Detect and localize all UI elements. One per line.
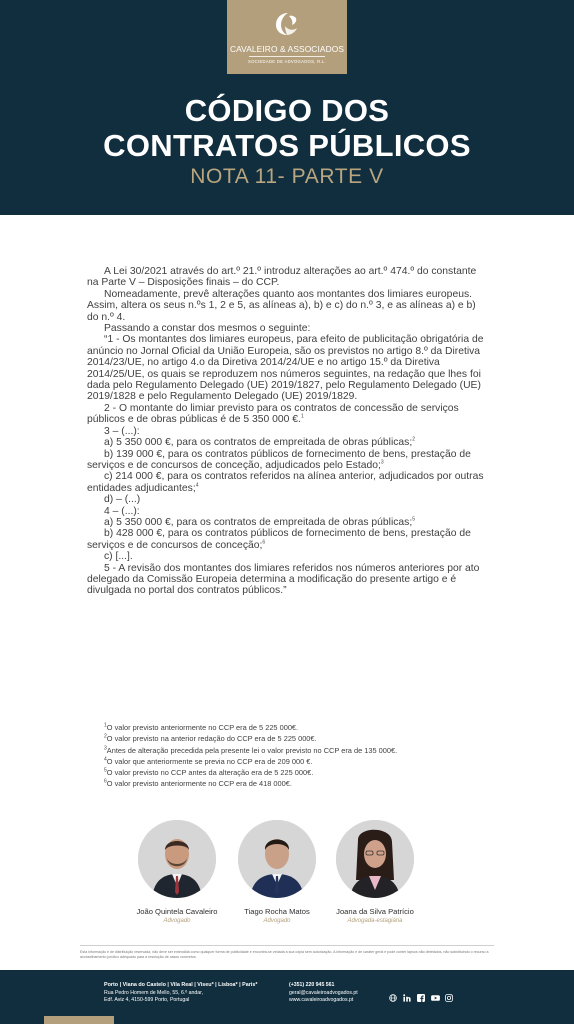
footnote-ref: 4 (195, 482, 199, 489)
paragraph: Passando a constar dos mesmos o seguinte: (104, 323, 311, 335)
footnote-number: 4 (104, 756, 107, 763)
footnotes (104, 722, 524, 790)
title-line-2: CONTRATOS PÚBLICOS (103, 128, 471, 163)
paragraph-text: c) 214 000 €, para os contratos referidos na alínea anterior, adjudicados por outras entidades adjudicantes; (87, 471, 484, 494)
logo-mark-icon (275, 12, 299, 36)
brand-logo[interactable] (227, 0, 347, 74)
person-photo-icon (336, 820, 414, 898)
article-body (87, 266, 487, 597)
footnote-number: 1 (104, 722, 107, 729)
footnote (104, 733, 524, 744)
facebook-icon[interactable] (417, 989, 425, 997)
footnote-number: 3 (104, 745, 107, 752)
paragraph: c) [...]. (104, 551, 133, 563)
footnote (104, 767, 524, 778)
phone-link[interactable]: (+351) 220 945 561 (289, 982, 335, 988)
footnote (104, 722, 524, 733)
footnote (104, 756, 524, 767)
paragraph: “1 - Os montantes dos limiares europeus, para efeito de publicitação obrigatória de anúncio no Jornal Oficial da União Europeia, são os previstos no artigo 8.º da Diretiva 2014/23/UE, no artigo 4.o da Diretiva 2014/24/UE e no artigo 15.º da Diretiva 2014/25/UE, os quais se reproduzem nos números seguintes, na redação que lhes foi dada pelo Regulamento Delegado (UE) 2019/1827, pelo Regulamento Delegado (UE) 2019/1828 e pelo Regulamento Delegado (UE) 2019/1829. (87, 334, 484, 403)
footnote-ref: 1 (300, 413, 304, 420)
paragraph: Nomeadamente, prevê alterações quanto aos montantes dos limiares europeus. Assim, altera os seus n.ºs 1, 2 e 5, as alíneas a), b) e c) do n.º 3, e as alíneas a) e b) do n.º 4. (87, 288, 476, 323)
footnote-number: 5 (104, 767, 107, 774)
page-title (0, 93, 574, 163)
paragraph (87, 528, 487, 551)
paragraph-text: a) 5 350 000 €, para os contratos de empreitada de obras públicas; (104, 437, 413, 449)
address-line: Edf. Aviz 4, 4150-599 Porto, Portugal (104, 997, 190, 1003)
footnote-number: 2 (104, 733, 107, 740)
footnote-ref: 6 (262, 539, 266, 546)
paragraph-text: b) 428 000 €, para os contratos públicos de fornecimento de bens, prestação de serviços e de concursos de conceção; (87, 528, 471, 551)
paragraph: 4 – (...): (104, 505, 140, 517)
footnote (104, 745, 524, 756)
brand-subtitle: SOCIEDADE DE ADVOGADOS, R.L. (248, 59, 326, 64)
social-links (389, 988, 453, 998)
contact-info (289, 982, 358, 1005)
member-role: Advogada-estagiária (347, 918, 403, 924)
paragraph (87, 403, 487, 426)
footnote-text: Antes de alteração precedida pela presente lei o valor previsto no CCP era de 135 000€. (106, 745, 398, 755)
member-role: Advogado (163, 918, 191, 924)
office-cities: Porto | Viana do Castelo | Vila Real | Viseu* | Lisboa* | Paris* (104, 982, 258, 988)
youtube-icon[interactable] (431, 989, 439, 997)
divider (80, 945, 494, 946)
brand-name: CAVALEIRO & ASSOCIADOS (229, 44, 345, 54)
paragraph (87, 449, 487, 472)
footnote-text: O valor previsto anteriormente no CCP era de 5 225 000€. (106, 723, 299, 732)
person-photo-icon (238, 820, 316, 898)
footnote-ref: 5 (412, 516, 415, 523)
footnote-text: O valor previsto anteriormente no CCP era de 418 000€. (106, 779, 292, 789)
person-photo-icon (138, 820, 216, 898)
page-subtitle: NOTA 11- PARTE V (190, 165, 384, 188)
paragraph: 3 – (...): (104, 425, 140, 437)
member-name: Joana da Silva Patrício (336, 907, 414, 916)
instagram-icon[interactable] (445, 989, 453, 997)
paragraph: 5 - A revisão dos montantes dos limiares referidos nos números anteriores por ato delegado da Comissão Europeia determina a modificação do presente artigo e é divulgada no portal dos contratos públicos.” (87, 562, 480, 597)
footnote-ref: 3 (380, 459, 384, 466)
address-line: Rua Pedro Homem de Mello, 55, 6.º andar, (104, 990, 204, 996)
footnote-ref: 2 (412, 436, 415, 443)
footer-accent (44, 1016, 114, 1024)
paragraph-text: b) 139 000 €, para os contratos públicos de fornecimento de bens, prestação de serviços e de concursos de conceção, adjudicados pelo Estado; (87, 448, 471, 471)
avatar (336, 820, 414, 898)
paragraph: A Lei 30/2021 através do art.º 21.º introduz alterações ao art.º 474.º do constante na Parte V – Disposições finais – do CCP. (87, 266, 477, 289)
title-line-1: CÓDIGO DOS (184, 93, 390, 128)
footnote-number: 6 (104, 779, 107, 786)
email-link[interactable]: geral@cavaleiroadvogados.pt (289, 989, 358, 996)
footnote-text: O valor previsto no CCP antes da alteração era de 5 225 000€. (106, 768, 314, 778)
team-member (315, 820, 435, 924)
avatar (138, 820, 216, 898)
website-link[interactable]: www.cavaleiroadvogados.pt (289, 997, 354, 1004)
paragraph (87, 471, 487, 494)
header-banner (0, 0, 574, 215)
member-role: Advogado (263, 918, 291, 924)
linkedin-icon[interactable] (403, 989, 411, 997)
footnote (104, 778, 524, 789)
office-address (104, 990, 203, 1004)
paragraph: d) – (...) (104, 494, 141, 506)
paragraph (87, 517, 487, 528)
globe-icon[interactable] (389, 989, 397, 997)
disclaimer: Esta informação é de distribuição reservada, não deve ser entendida como qualquer forma de publicidade e encontra-se vedada a sua cópia sem autorização. A informação é de caráter geral e pode conter lapsos não detetados, não substituindo o recurso a aconselhamento jurídico adequado para a resolução de casos concretos. (80, 950, 489, 959)
paragraph-text: 2 - O montante do limiar previsto para os contratos de concessão de serviços públicos e de obras públicas é de 5 350 000 €. (87, 402, 459, 426)
member-name: João Quintela Cavaleiro (136, 907, 218, 916)
paragraph-text: a) 5 350 000 €, para os contratos de empreitada de obras públicas; (104, 516, 413, 528)
footnote-text: O valor que anteriormente se previa no CCP era de 209 000 €. (106, 756, 313, 766)
member-name: Tiago Rocha Matos (244, 907, 310, 916)
footnote-text: O valor previsto na anterior redação do CCP era de 5 225 000€. (106, 734, 317, 744)
avatar (238, 820, 316, 898)
paragraph (87, 437, 487, 448)
brand-divider (249, 56, 325, 57)
